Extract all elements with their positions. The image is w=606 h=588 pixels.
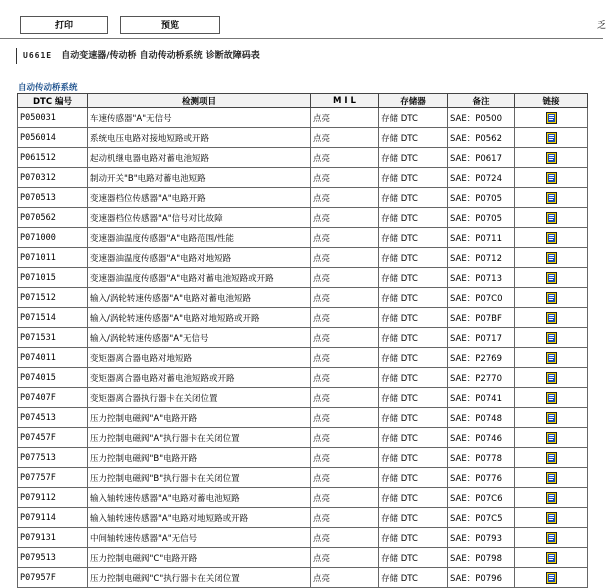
mil-cell: 点亮 bbox=[311, 348, 379, 368]
memory-cell: 存储 DTC bbox=[379, 128, 448, 148]
dtc-code-cell: P074011 bbox=[18, 348, 88, 368]
document-link-icon[interactable] bbox=[546, 552, 557, 564]
check-item-cell: 变矩器离合器电路对蓄电池短路或开路 bbox=[88, 368, 311, 388]
memory-cell: 存储 DTC bbox=[379, 248, 448, 268]
table-header-row bbox=[18, 94, 588, 108]
check-item-cell: 压力控制电磁阀"A"执行器卡在关闭位置 bbox=[88, 428, 311, 448]
check-item-cell: 变速器油温度传感器"A"电路对地短路 bbox=[88, 248, 311, 268]
breadcrumb-code: U661E bbox=[23, 51, 53, 60]
document-link-icon[interactable] bbox=[546, 292, 557, 304]
link-cell bbox=[515, 468, 588, 488]
mil-cell: 点亮 bbox=[311, 488, 379, 508]
document-link-icon[interactable] bbox=[546, 472, 557, 484]
check-item-cell: 制动开关"B"电路对蓄电池短路 bbox=[88, 168, 311, 188]
document-link-icon[interactable] bbox=[546, 152, 557, 164]
note-cell: SAE：P0500 bbox=[448, 108, 515, 128]
link-cell bbox=[515, 128, 588, 148]
document-link-icon[interactable] bbox=[546, 492, 557, 504]
toolbar-edge-text: 乏 bbox=[597, 21, 606, 31]
document-link-icon[interactable] bbox=[546, 212, 557, 224]
document-link-icon[interactable] bbox=[546, 392, 557, 404]
note-cell: SAE：P0705 bbox=[448, 188, 515, 208]
note-cell: SAE：P2770 bbox=[448, 368, 515, 388]
memory-cell: 存储 DTC bbox=[379, 168, 448, 188]
link-cell bbox=[515, 428, 588, 448]
table-row bbox=[18, 268, 588, 288]
dtc-code-cell: P079513 bbox=[18, 548, 88, 568]
memory-cell: 存储 DTC bbox=[379, 388, 448, 408]
mil-cell: 点亮 bbox=[311, 168, 379, 188]
table-row bbox=[18, 368, 588, 388]
document-link-icon[interactable] bbox=[546, 272, 557, 284]
table-row bbox=[18, 428, 588, 448]
document-link-icon[interactable] bbox=[546, 192, 557, 204]
document-link-icon[interactable] bbox=[546, 312, 557, 324]
check-item-cell: 车速传感器"A"无信号 bbox=[88, 108, 311, 128]
breadcrumb-path: 自动变速器/传动桥 自动传动桥系统 诊断故障码表 bbox=[61, 51, 260, 61]
section-title: 自动传动桥系统 bbox=[18, 83, 78, 93]
table-row bbox=[18, 248, 588, 268]
dtc-code-cell: P070513 bbox=[18, 188, 88, 208]
mil-cell: 点亮 bbox=[311, 308, 379, 328]
memory-cell: 存储 DTC bbox=[379, 408, 448, 428]
dtc-code-cell: P071512 bbox=[18, 288, 88, 308]
memory-cell: 存储 DTC bbox=[379, 268, 448, 288]
note-cell: SAE：P0748 bbox=[448, 408, 515, 428]
memory-cell: 存储 DTC bbox=[379, 308, 448, 328]
memory-cell: 存储 DTC bbox=[379, 568, 448, 588]
mil-cell: 点亮 bbox=[311, 508, 379, 528]
dtc-code-cell: P071015 bbox=[18, 268, 88, 288]
memory-cell: 存储 DTC bbox=[379, 288, 448, 308]
header-dtc-code: DTC 编号 bbox=[18, 94, 88, 108]
mil-cell: 点亮 bbox=[311, 528, 379, 548]
memory-cell: 存储 DTC bbox=[379, 368, 448, 388]
link-cell bbox=[515, 568, 588, 588]
link-cell bbox=[515, 228, 588, 248]
check-item-cell: 压力控制电磁阀"B"执行器卡在关闭位置 bbox=[88, 468, 311, 488]
check-item-cell: 输入轴转速传感器"A"电路对蓄电池短路 bbox=[88, 488, 311, 508]
check-item-cell: 变速器档位传感器"A"电路开路 bbox=[88, 188, 311, 208]
memory-cell: 存储 DTC bbox=[379, 208, 448, 228]
dtc-code-cell: P071531 bbox=[18, 328, 88, 348]
link-cell bbox=[515, 508, 588, 528]
table-row bbox=[18, 108, 588, 128]
dtc-code-cell: P070312 bbox=[18, 168, 88, 188]
mil-cell: 点亮 bbox=[311, 128, 379, 148]
mil-cell: 点亮 bbox=[311, 108, 379, 128]
table-row bbox=[18, 148, 588, 168]
dtc-code-cell: P074015 bbox=[18, 368, 88, 388]
memory-cell: 存储 DTC bbox=[379, 108, 448, 128]
check-item-cell: 输入轴转速传感器"A"电路对地短路或开路 bbox=[88, 508, 311, 528]
note-cell: SAE：P0617 bbox=[448, 148, 515, 168]
note-cell: SAE：P0711 bbox=[448, 228, 515, 248]
dtc-code-cell: P07457F bbox=[18, 428, 88, 448]
table-row bbox=[18, 488, 588, 508]
note-cell: SAE：P0778 bbox=[448, 448, 515, 468]
note-cell: SAE：P0798 bbox=[448, 548, 515, 568]
table-row bbox=[18, 308, 588, 328]
note-cell: SAE：P07C0 bbox=[448, 288, 515, 308]
link-cell bbox=[515, 528, 588, 548]
link-cell bbox=[515, 448, 588, 468]
memory-cell: 存储 DTC bbox=[379, 528, 448, 548]
memory-cell: 存储 DTC bbox=[379, 548, 448, 568]
dtc-code-cell: P071514 bbox=[18, 308, 88, 328]
mil-cell: 点亮 bbox=[311, 288, 379, 308]
link-cell bbox=[515, 188, 588, 208]
memory-cell: 存储 DTC bbox=[379, 428, 448, 448]
link-cell bbox=[515, 168, 588, 188]
header-mil: M I L bbox=[311, 94, 379, 108]
check-item-cell: 变矩器离合器电路对地短路 bbox=[88, 348, 311, 368]
table-row bbox=[18, 388, 588, 408]
memory-cell: 存储 DTC bbox=[379, 448, 448, 468]
breadcrumb bbox=[16, 48, 260, 64]
table-row bbox=[18, 128, 588, 148]
link-cell bbox=[515, 148, 588, 168]
note-cell: SAE：P0796 bbox=[448, 568, 515, 588]
document-link-icon[interactable] bbox=[546, 572, 557, 584]
link-cell bbox=[515, 248, 588, 268]
check-item-cell: 压力控制电磁阀"C"电路开路 bbox=[88, 548, 311, 568]
table-row bbox=[18, 448, 588, 468]
check-item-cell: 变速器档位传感器"A"信号对比故障 bbox=[88, 208, 311, 228]
link-cell bbox=[515, 388, 588, 408]
link-cell bbox=[515, 408, 588, 428]
mil-cell: 点亮 bbox=[311, 468, 379, 488]
note-cell: SAE：P0776 bbox=[448, 468, 515, 488]
mil-cell: 点亮 bbox=[311, 208, 379, 228]
dtc-code-cell: P061512 bbox=[18, 148, 88, 168]
document-link-icon[interactable] bbox=[546, 352, 557, 364]
mil-cell: 点亮 bbox=[311, 188, 379, 208]
memory-cell: 存储 DTC bbox=[379, 468, 448, 488]
document-link-icon[interactable] bbox=[546, 112, 557, 124]
check-item-cell: 压力控制电磁阀"A"电路开路 bbox=[88, 408, 311, 428]
document-link-icon[interactable] bbox=[546, 512, 557, 524]
check-item-cell: 输入/涡轮转速传感器"A"电路对地短路或开路 bbox=[88, 308, 311, 328]
note-cell: SAE：P0724 bbox=[448, 168, 515, 188]
link-cell bbox=[515, 328, 588, 348]
table-row bbox=[18, 568, 588, 588]
dtc-code-cell: P050031 bbox=[18, 108, 88, 128]
check-item-cell: 变速器油温度传感器"A"电路范围/性能 bbox=[88, 228, 311, 248]
mil-cell: 点亮 bbox=[311, 268, 379, 288]
link-cell bbox=[515, 268, 588, 288]
note-cell: SAE：P0705 bbox=[448, 208, 515, 228]
link-cell bbox=[515, 308, 588, 328]
document-link-icon[interactable] bbox=[546, 412, 557, 424]
table-row bbox=[18, 228, 588, 248]
dtc-code-cell: P071011 bbox=[18, 248, 88, 268]
note-cell: SAE：P0741 bbox=[448, 388, 515, 408]
dtc-code-cell: P079114 bbox=[18, 508, 88, 528]
link-cell bbox=[515, 348, 588, 368]
dtc-code-cell: P070562 bbox=[18, 208, 88, 228]
link-cell bbox=[515, 288, 588, 308]
note-cell: SAE：P0793 bbox=[448, 528, 515, 548]
memory-cell: 存储 DTC bbox=[379, 148, 448, 168]
mil-cell: 点亮 bbox=[311, 148, 379, 168]
dtc-code-cell: P071000 bbox=[18, 228, 88, 248]
document-link-icon[interactable] bbox=[546, 532, 557, 544]
header-note: 备注 bbox=[448, 94, 515, 108]
note-cell: SAE：P0712 bbox=[448, 248, 515, 268]
mil-cell: 点亮 bbox=[311, 248, 379, 268]
check-item-cell: 起动机继电器电路对蓄电池短路 bbox=[88, 148, 311, 168]
table-row bbox=[18, 408, 588, 428]
document-link-icon[interactable] bbox=[546, 232, 557, 244]
mil-cell: 点亮 bbox=[311, 368, 379, 388]
table-row bbox=[18, 508, 588, 528]
note-cell: SAE：P2769 bbox=[448, 348, 515, 368]
mil-cell: 点亮 bbox=[311, 228, 379, 248]
dtc-code-cell: P07757F bbox=[18, 468, 88, 488]
check-item-cell: 系统电压电路对接地短路或开路 bbox=[88, 128, 311, 148]
check-item-cell: 压力控制电磁阀"B"电路开路 bbox=[88, 448, 311, 468]
document-link-icon[interactable] bbox=[546, 452, 557, 464]
note-cell: SAE：P0713 bbox=[448, 268, 515, 288]
check-item-cell: 压力控制电磁阀"C"执行器卡在关闭位置 bbox=[88, 568, 311, 588]
link-cell bbox=[515, 108, 588, 128]
document-link-icon[interactable] bbox=[546, 372, 557, 384]
mil-cell: 点亮 bbox=[311, 568, 379, 588]
dtc-code-cell: P07957F bbox=[18, 568, 88, 588]
note-cell: SAE：P0746 bbox=[448, 428, 515, 448]
dtc-code-cell: P056014 bbox=[18, 128, 88, 148]
mil-cell: 点亮 bbox=[311, 388, 379, 408]
link-cell bbox=[515, 368, 588, 388]
table-row bbox=[18, 528, 588, 548]
dtc-code-cell: P079131 bbox=[18, 528, 88, 548]
note-cell: SAE：P07BF bbox=[448, 308, 515, 328]
mil-cell: 点亮 bbox=[311, 408, 379, 428]
mil-cell: 点亮 bbox=[311, 428, 379, 448]
note-cell: SAE：P07C5 bbox=[448, 508, 515, 528]
print-button[interactable]: 打印 bbox=[20, 16, 108, 34]
check-item-cell: 输入/涡轮转速传感器"A"电路对蓄电池短路 bbox=[88, 288, 311, 308]
table-row bbox=[18, 348, 588, 368]
note-cell: SAE：P0562 bbox=[448, 128, 515, 148]
dtc-code-cell: P079112 bbox=[18, 488, 88, 508]
mil-cell: 点亮 bbox=[311, 548, 379, 568]
table-row bbox=[18, 328, 588, 348]
toolbar-divider bbox=[0, 38, 603, 39]
mil-cell: 点亮 bbox=[311, 328, 379, 348]
memory-cell: 存储 DTC bbox=[379, 508, 448, 528]
check-item-cell: 变矩器离合器执行器卡在关闭位置 bbox=[88, 388, 311, 408]
document-link-icon[interactable] bbox=[546, 132, 557, 144]
document-link-icon[interactable] bbox=[546, 252, 557, 264]
check-item-cell: 输入/涡轮转速传感器"A"无信号 bbox=[88, 328, 311, 348]
dtc-code-cell: P077513 bbox=[18, 448, 88, 468]
dtc-table bbox=[17, 93, 588, 588]
check-item-cell: 变速器油温度传感器"A"电路对蓄电池短路或开路 bbox=[88, 268, 311, 288]
note-cell: SAE：P0717 bbox=[448, 328, 515, 348]
preview-button[interactable]: 预览 bbox=[120, 16, 220, 34]
link-cell bbox=[515, 208, 588, 228]
header-link: 链接 bbox=[515, 94, 588, 108]
dtc-table-body bbox=[18, 108, 588, 588]
memory-cell: 存储 DTC bbox=[379, 328, 448, 348]
toolbar bbox=[0, 0, 606, 40]
dtc-code-cell: P074513 bbox=[18, 408, 88, 428]
document-link-icon[interactable] bbox=[546, 172, 557, 184]
table-row bbox=[18, 188, 588, 208]
memory-cell: 存储 DTC bbox=[379, 348, 448, 368]
link-cell bbox=[515, 548, 588, 568]
table-row bbox=[18, 468, 588, 488]
note-cell: SAE：P07C6 bbox=[448, 488, 515, 508]
link-cell bbox=[515, 488, 588, 508]
memory-cell: 存储 DTC bbox=[379, 488, 448, 508]
table-row bbox=[18, 168, 588, 188]
memory-cell: 存储 DTC bbox=[379, 228, 448, 248]
dtc-code-cell: P07407F bbox=[18, 388, 88, 408]
document-link-icon[interactable] bbox=[546, 432, 557, 444]
document-link-icon[interactable] bbox=[546, 332, 557, 344]
table-row bbox=[18, 208, 588, 228]
check-item-cell: 中间轴转速传感器"A"无信号 bbox=[88, 528, 311, 548]
table-row bbox=[18, 548, 588, 568]
header-memory: 存储器 bbox=[379, 94, 448, 108]
memory-cell: 存储 DTC bbox=[379, 188, 448, 208]
mil-cell: 点亮 bbox=[311, 448, 379, 468]
table-row bbox=[18, 288, 588, 308]
header-check-item: 检测项目 bbox=[88, 94, 311, 108]
